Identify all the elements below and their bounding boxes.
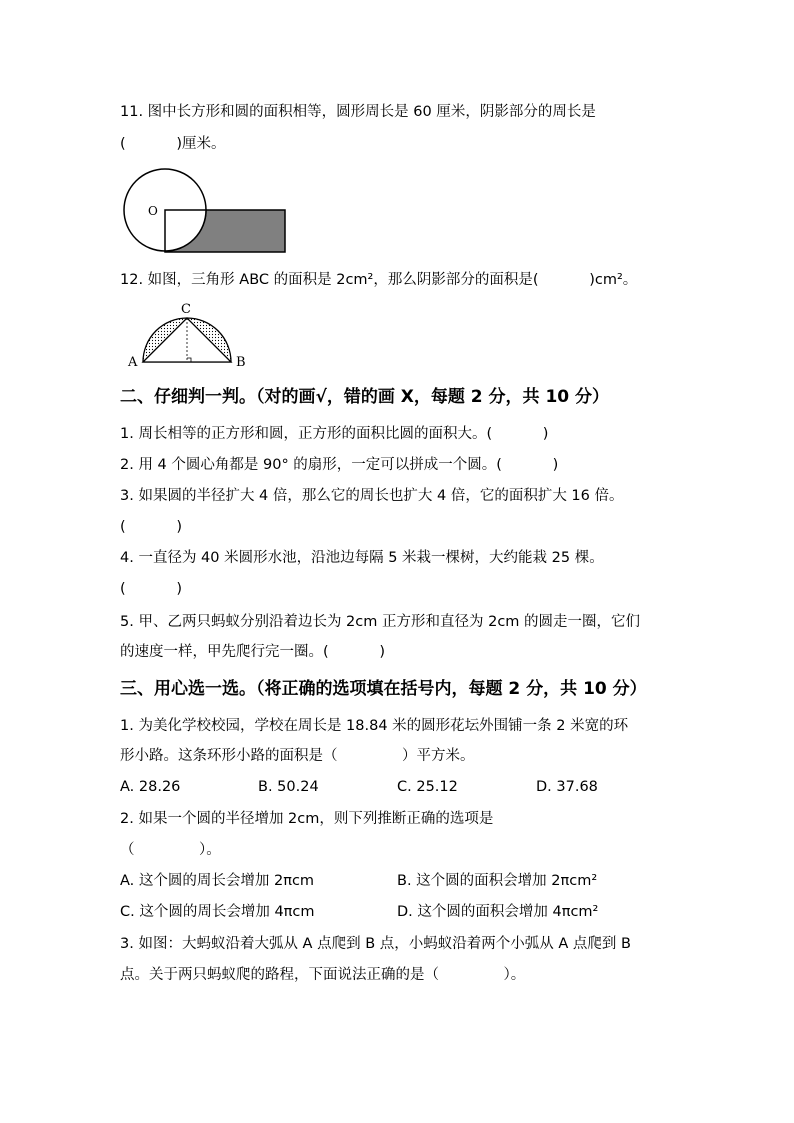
section3-q2-option-b: B. 这个圆的面积会增加 2πcm² [397, 873, 598, 889]
section2-item-1: 1. 周长相等的正方形和圆，正方形的面积比圆的面积大。( ) [120, 426, 549, 442]
q12-text-line1: 12. 如图，三角形 ABC 的面积是 2cm²，那么阴影部分的面积是( )cm²。 [120, 272, 638, 288]
q11-text-line2: ( )厘米。 [120, 136, 226, 152]
section3-q1-line1: 1. 为美化学校校园，学校在周长是 18.84 米的圆形花坛外围铺一条 2 米宽的环 [120, 718, 629, 734]
section3-heading: 三、用心选一选。（将正确的选项填在括号内，每题 2 分，共 10 分） [120, 679, 647, 699]
q12-label-a: A [128, 355, 138, 370]
q12-figure [118, 300, 258, 370]
q12-label-c: C [181, 302, 191, 317]
section3-q1-option-d: D. 37.68 [536, 779, 598, 795]
section2-item-5-line2: 的速度一样，甲先爬行完一圈。( ) [120, 644, 386, 660]
section2-item-3-line2: ( ) [120, 519, 183, 535]
section3-q2-option-c: C. 这个圆的周长会增加 4πcm [120, 904, 315, 920]
section2-item-2: 2. 用 4 个圆心角都是 90° 的扇形，一定可以拼成一个圆。( ) [120, 457, 559, 473]
q11-figure [120, 168, 290, 258]
q12-label-b: B [236, 355, 246, 370]
section3-q3-line2: 点。关于两只蚂蚁爬的路程，下面说法正确的是（ ）。 [120, 967, 526, 983]
section3-q2-line2: （ ）。 [120, 842, 221, 858]
section3-q2-option-d: D. 这个圆的面积会增加 4πcm² [397, 904, 599, 920]
section2-item-4-line2: ( ) [120, 581, 183, 597]
section2-item-3-line1: 3. 如果圆的半径扩大 4 倍，那么它的周长也扩大 4 倍，它的面积扩大 16 倍。 [120, 488, 624, 504]
section3-q1-option-c: C. 25.12 [397, 779, 458, 795]
section2-item-4-line1: 4. 一直径为 40 米圆形水池，沿池边每隔 5 米栽一棵树，大约能栽 25 棵。 [120, 550, 604, 566]
q11-text-line1: 11. 图中长方形和圆的面积相等，圆形周长是 60 厘米，阴影部分的周长是 [120, 104, 596, 120]
section3-q1-line2: 形小路。这条环形小路的面积是（ ）平方米。 [120, 748, 475, 764]
section3-q2-option-a: A. 这个圆的周长会增加 2πcm [120, 873, 315, 889]
section3-q2-line1: 2. 如果一个圆的半径增加 2cm，则下列推断正确的选项是 [120, 811, 494, 827]
section2-item-5-line1: 5. 甲、乙两只蚂蚁分别沿着边长为 2cm 正方形和直径为 2cm 的圆走一圈，它们 [120, 614, 641, 630]
section3-q1-option-a: A. 28.26 [120, 779, 181, 795]
section2-heading: 二、仔细判一判。（对的画√，错的画 X，每题 2 分，共 10 分） [120, 387, 610, 407]
section3-q1-option-b: B. 50.24 [258, 779, 319, 795]
q11-label-o: O [148, 204, 158, 218]
section3-q3-line1: 3. 如图：大蚂蚁沿着大弧从 A 点爬到 B 点，小蚂蚁沿着两个小弧从 A 点爬到 B [120, 936, 631, 952]
